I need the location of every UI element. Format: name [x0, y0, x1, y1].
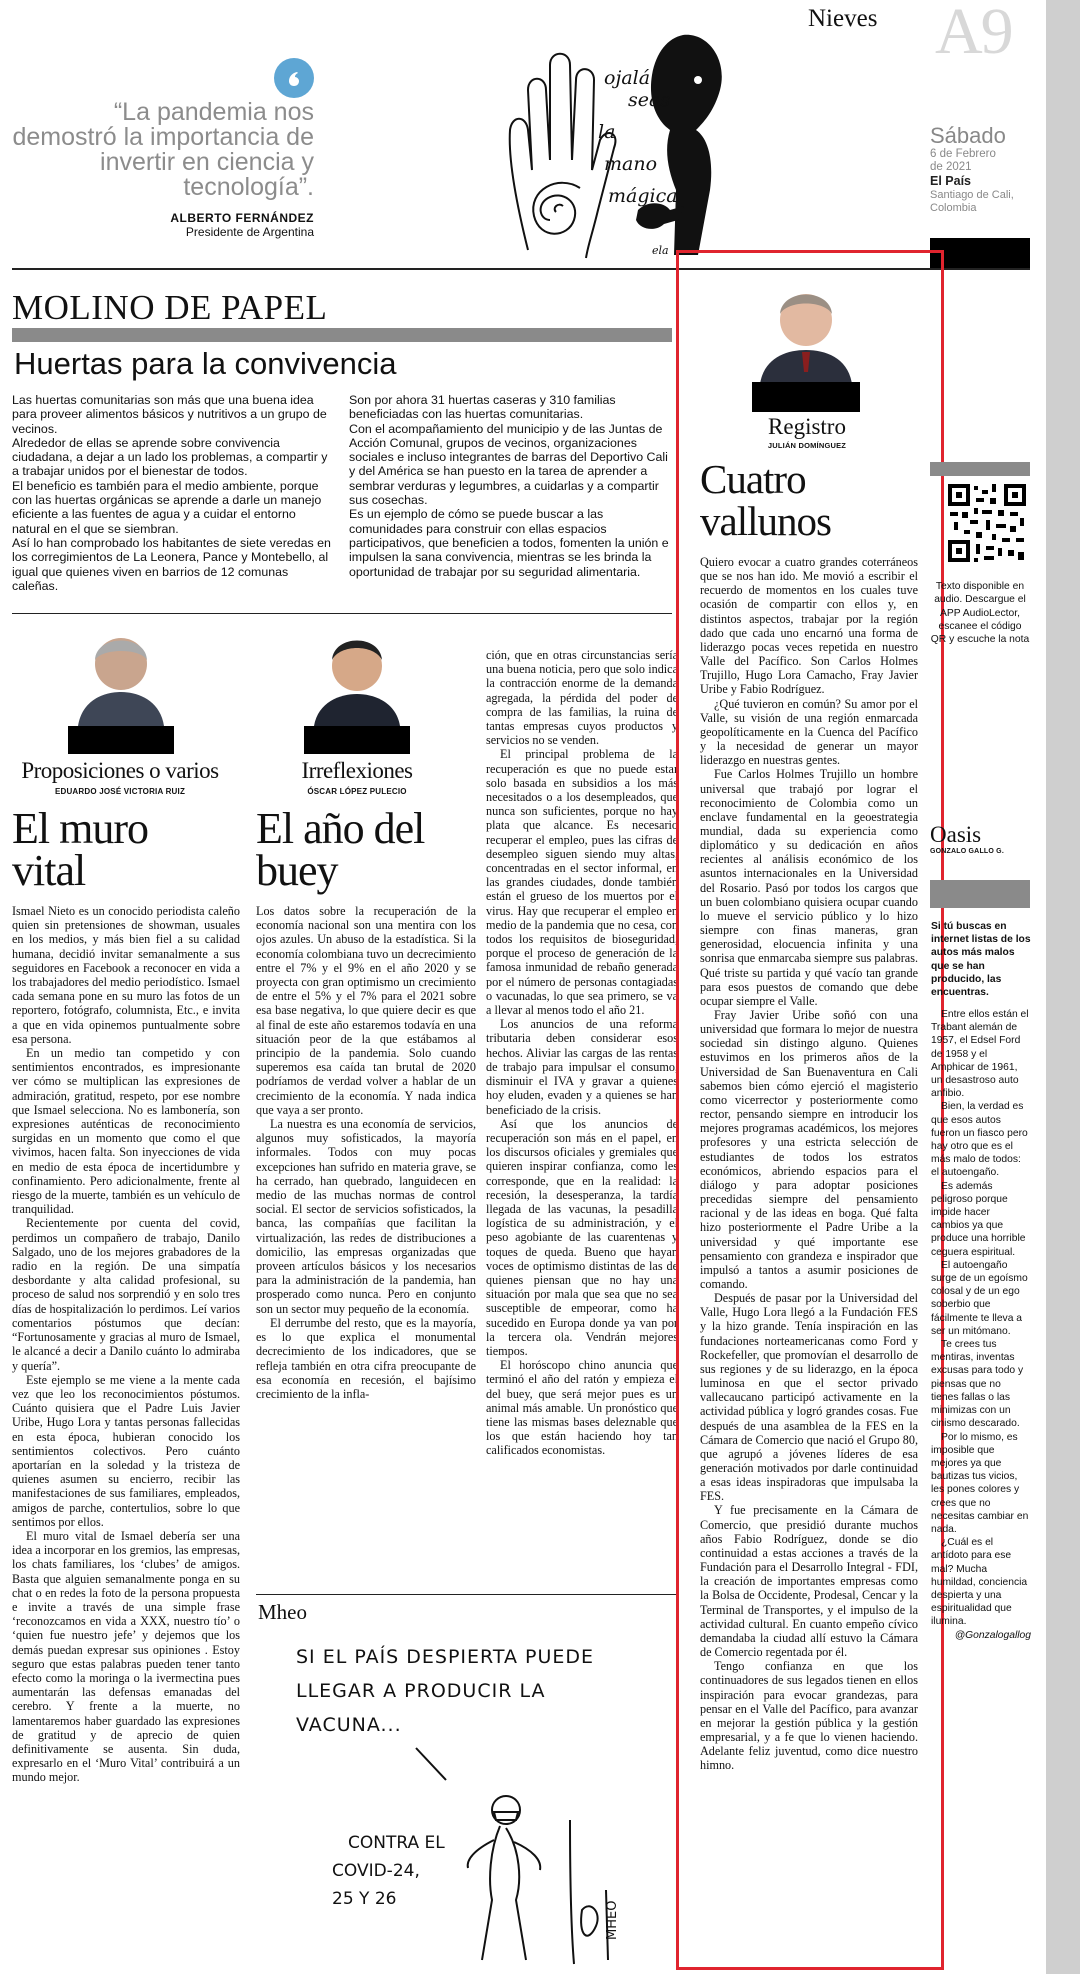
paragraph: Es además peligroso porque impide hacer cambios ya que produce una horrible ceguera espiritual. [931, 1180, 1026, 1258]
column-name-lopez: Irreflexiones [301, 758, 413, 783]
photo-band [68, 726, 174, 754]
molino-section-title: MOLINO DE PAPEL [12, 288, 328, 327]
column-title-dominguez [700, 458, 831, 542]
paragraph: Te crees tus mentiras, inventas excusas para todo y piensas que no tienes fallas o las minimizas con un cinismo descarado. [931, 1339, 1024, 1430]
quote-text: “La pandemia nos demostró la importancia de invertir en ciencia y tecnología”. [12, 98, 314, 201]
cartoon-signature: MHEO [605, 1900, 620, 1940]
page-number: A9 [935, 0, 1012, 68]
column-author-lopez: ÓSCAR LÓPEZ PULECIO [307, 787, 407, 796]
paragraph: El principal problema de la recuperación es que no puede estar solo basada en subsidios a los más necesitados o a los desempleados, que nunca son suficientes, porque no hay plata que alcance. Es necesario recuperar el empleo, pues las cifras de desempleo siguen siendo muy altas, concentradas en el sector informal, en las grandes ciudades, donde también están el grueso de los muertos por el virus. Hay que recuperar el empleo en medio de la pandemia que no cesa, con todos los requisitos de bioseguridad, porque el proceso de generación de la famosa inmunidad de rebaño generada por el número de personas contagiadas o vacunadas, lo que sea primero, se va a llevar al menos todo el año 21. [486, 747, 678, 1018]
photo-band [752, 382, 860, 412]
hand-line-5: mágica [608, 185, 678, 207]
article-lopez-part-a [256, 904, 476, 1401]
date-block [930, 124, 1040, 215]
paragraph: El horóscopo chino anuncia que terminó el año del ratón y empieza el del buey, que será mejor pues es un animal más amable. Un pronóstico que tiene las mismas bases deleznable que los que están haciendo hoy tan calificados economistas. [486, 1358, 678, 1458]
city-line-1: Santiago de Cali, [930, 189, 1014, 201]
newspaper-name: El País [930, 174, 971, 188]
article-dominguez [700, 555, 918, 1772]
cartoon-caption [296, 1640, 594, 1742]
title-line-1: El muro [12, 804, 148, 853]
paragraph: Así que los anuncios de recuperación son más en el papel, en los discursos oficiales y gremiales que quieren inspirar confianza, como les corresponde, que en la realidad: la recesión, la desesperanza, la tardía llegada de las vacunas, la pesadilla logística de su administración, y el peso agobiante de las cuarentenas y toques de queda. Bueno que hayan voces de optimismo distintas de las de quienes piensan que no hay una situación por mala que sea que no sea susceptible de empeorar, como ha sucedido en Europa donde ya van por la tercera ola. Vendrán mejores tiempos. [486, 1116, 678, 1358]
paragraph: Y fue precisamente en la Cámara de Comercio, que presidió durante muchos años Fabio Rodríguez, donde se dio continuidad a estas acciones a través de la Fundación para el Desarrollo Integral - FDI, la creación de importantes empresas como la Bolsa de Occidente, Prodesal, Cencar y la Terminal de Transportes, y el impulso de la actividad cultural. En cuanto empeño cívico demandaba la ciudad allí estuvo la Cámara de Comercio regentada por él. [700, 1503, 918, 1660]
paragraph: Entre ellos están el Trabant alemán de 1957, el Edsel Ford de 1958 y el Amphicar de 1961, un desastroso auto anfibio. [931, 1009, 1029, 1100]
paragraph: ¿Cuál es el antídoto para ese mal? Mucha humildad, conciencia despierta y una espiritualidad que ilumina. [931, 1537, 1028, 1628]
paragraph: El autoengaño surge de un egoísmo colosal y de un ego soberbio que fácilmente te lleva a ser un mitómano. [931, 1259, 1028, 1337]
hand-line-3: la [598, 121, 616, 143]
caption-line-1: SI EL PAÍS DESPIERTA PUEDE [296, 1646, 595, 1668]
sign-line-1: CONTRA EL [348, 1833, 445, 1853]
hand-line-2: seas [628, 89, 671, 111]
molino-bottom-rule [12, 613, 672, 614]
cartoon-label: Mheo [258, 1600, 307, 1624]
paragraph: El muro vital de Ismael debería ser una idea a incorporar en los gremios, las empresas, los chats familiares, los ‘clubes’ de amigos. Basta que alguien semanalmente ponga en su chat o en redes la foto de la persona propuesta e invite a través de una simple frase ‘reconozcamos en vida a XXX, nuestro tío’ o ‘quien fue nuestro jefe’ y dejemos que los demás puedan expresar sus opiniones . Estoy seguro que estas palabras pueden tener tanto efecto como la moringa o la ivermectina pues aumentarán las defensas emanadas del cerebro. Y frente a la muerte, no lamentaremos haber guardado las expresiones de gratitud y de aprecio de quien definitivamente se ausenta. Sin duda, expresarlo en el ‘Muro Vital’ contribuirá a un mundo mejor. [12, 1528, 240, 1785]
paragraph: Los anuncios de una reforma tributaria deben considerar esos hechos. Aliviar las cargas de las rentas de trabajo para impulsar el consumo, disminuir el IVA y gravar a quienes hoy eluden, evaden y a quienes se han beneficiado de la crisis. [486, 1017, 678, 1117]
audio-text: Texto disponible en audio. Descargue el APP AudioLector, escanee el código QR y escuche la nota [930, 581, 1030, 646]
paragraph: En un medio tan competido y con sentimientos encontrados, es impresionante ver cómo se multiplican las expresiones de admiración, gratitud, respeto, por ese nombre que Ismael selecciona. No es lambonería, son expresiones auténticas de reconocimiento surgidas en un momento que como el que vivimos, hacen falta. Son inyecciones de vida en medio de esta época de incertidumbre y confinamiento. Pero adicionalmente, frente al riesgo de la muerte, también es un vehículo de tranquilidad. [12, 1046, 240, 1217]
hand-line-1: ojalá [604, 67, 651, 89]
article-lopez-part-b [486, 648, 678, 1458]
city-line-2: Colombia [930, 202, 977, 214]
paragraph: Quiero evocar a cuatro grandes coterráneos que se nos han ido. Me movió a escribir el recuerdo de momentos en los cuales tuve ocasión de compartir con ellos y, en distintos aspectos, trabajar por la región dado que cada uno encarnó una forma de liderazgo pocas veces repetida en nuestro Valle del Pacífico. Son Carlos Holmes Trujillo, Hugo Lora Camacho, Fray Javier Uribe y Fabio Rodríguez. [700, 555, 918, 697]
quote-role: Presidente de Argentina [185, 225, 314, 239]
paragraph: Por lo mismo, es imposible que mejores ya que bautizas tus vicios, les pones colores y crees que no necesitas cambiar en nada. [931, 1431, 1029, 1535]
paragraph: ¿Qué tuvieron en común? Su amor por el Valle, su visión de una región enmarcada geopolíticamente en la Cuenca del Pacífico y la necesidad de generar un mayor liderazgo en nuestras gentes. [700, 696, 918, 768]
paragraph: Los datos sobre la recuperación de la economía nacional son una mentira con los ojos azules. Un abuso de la estadística. Si la economía colombiana tuvo un decrecimiento entre el 7% y el 9% en el año 2020 y se proyecta con gran optimismo un crecimiento de entre el 5% y el 7% para el 2021 sobre esa base negativa, lo que quiere decir es que al final de este año estaremos todavía en una situación peor de la que estábamos al principio de la pandemia. Solo cuando superemos esa caída tan brutal de 2020 podríamos de verdad volver a hablar de un crecimiento de la economía. Y nada indica que vaya a ser pronto. [256, 904, 476, 1117]
day-label: Sábado [930, 123, 1006, 148]
oasis-gray-band [930, 880, 1030, 908]
scrollbar-track[interactable] [1046, 0, 1080, 1974]
column-title-victoria [12, 804, 148, 895]
qr-code-icon[interactable] [946, 482, 1028, 564]
column-name-gallo: Oasis [930, 822, 982, 847]
molino-col2: Son por ahora 31 huertas caseras y 310 familias beneficiadas con las huertas comunitarias. Con el acompañamiento del municipio y de las Juntas de Acción Comunal, grupos de vecinos, organizaciones sociales e incluso integrantes de barras del Deportivo Cali y del América se han puesto en la tarea de aprender a sembrar verduras y legumbres, a cuidarlas y a compartir sus cosechas. Es un ejemplo de cómo se puede buscar a las comunidades para construir con ellas espacios participativos, que beneficien a todos, fomenten la unión e impulsen la sana convivencia, mientras se les brinda la oportunidad de trabajar por su seguridad alimentaria. [349, 393, 669, 579]
paragraph: El derrumbe del resto, que es la mayoría, es lo que explica el monumental decrecimiento de los indicadores, que se refleja también en otra cifra preocupante de esa economía en recesión, el bajísimo crecimiento de la infla- [256, 1315, 476, 1401]
title-line-1: Cuatro [700, 456, 806, 502]
paragraph: Ismael Nieto es un conocido periodista caleño quien sin pretensiones de showman, usuales en los medios, y más bien fiel a su calidad humana, decidió invitar semanalmente a sus seguidores en Facebook a reconocer en vida a los trabajadores del medio periodístico. Ismael cada semana pone en su muro las fotos de un reportero, fotógrafo, columnista, Etc., e invita a que en vida opinemos puntualmente sobre esa persona. [12, 904, 240, 1046]
oasis-lead: Si tú buscas en internet listas de los autos más malos que se han producido, las encuentras. [931, 921, 1031, 999]
quote-author: ALBERTO FERNÁNDEZ [170, 211, 314, 225]
photo-band [304, 726, 410, 754]
hand-text [598, 62, 678, 212]
oasis-body [931, 1008, 1031, 1642]
column-author-victoria: EDUARDO JOSÉ VICTORIA RUIZ [54, 787, 186, 796]
black-bar-top [930, 238, 1030, 268]
column-name-dominguez: Registro [768, 414, 846, 439]
author-photo-lopez [304, 620, 410, 754]
paragraph: Este ejemplo se me viene a la mente cada vez que leo los reconocimientos póstumos. Cuánto quisiera que el Padre Luis Javier Uribe, Hugo Lora y tantas personas fallecidas en esta época, hubieran conocido los sentimientos colectivos. Pero cuánto aportarían en la soledad y la tristeza de quienes asumen su encierro, recibir las manifestaciones de sus familiares, empleados, amigos de parche, contertulios, sobre lo que sentimos por ellos. [12, 1372, 240, 1529]
paragraph: Fray Javier Uribe soñó con una universidad que formara lo mejor de nuestra sociedad sin distingo alguno. Quienes estuvimos en los primeros años de la Universidad de San Buenaventura en Cali sabemos bien cómo ejerció el magisterio como vicerrector y posteriormente como rector, pensando siempre en introducir los mejores programas académicos, los mejores profesores y una estricta selección de estudiantes de todos los estratos económicos, abriendo espacios para el diálogo y para adoptar posiciones precedidas siempre del pensamiento racional y de las ideas en boga. Qué falta hizo posteriormente el Padre Uribe a la universidad y qué importante ese pensamiento con grandeza e inspirador que impulsó a tantos a asumir posiciones de comando. [700, 1008, 918, 1291]
cartoon-top-rule [256, 1594, 676, 1595]
paragraph: Después de pasar por la Universidad del Valle, Hugo Lora llegó a la Fundación FES y la hizo grande. Tenía inspiración en las fundaciones norteamericanas como Ford y Rockefeller, que promovían el desarrollo de sus regiones y de su liderazgo, en la época luminosa en que el sector privado vallecaucano participó activamente en la actividad pública y logró grandes cosas. Fue después de una asamblea de la FES en la Cámara de Comercio que nació el Grupo 80, que agrupó a jóvenes líderes de esa generación motivados por darle continuidad a esas ideas inspiradoras que impulsaba la FES. [700, 1291, 918, 1504]
paragraph: ción, que en otras circunstancias sería una buena noticia, pero que solo indica la contracción enorme de la demanda agregada, la pérdida del poder de compra de las familias, la ruina de tantas empresas cuyos productos y servicios no se venden. [486, 648, 678, 748]
sign-line-3: 25 Y 26 [332, 1889, 397, 1909]
date-line-1: 6 de Febrero [930, 148, 996, 160]
paragraph: Bien, la verdad es que esos autos fueron un fiasco pero hay otro que es el más malo de todos: el autoengaño. [931, 1101, 1028, 1179]
molino-headline: Huertas para la convivencia [14, 346, 397, 381]
article-victoria [12, 904, 240, 1785]
date-line-2: de 2021 [930, 161, 972, 173]
sign-line-2: COVID-24, [332, 1861, 420, 1881]
molino-col1: Las huertas comunitarias son más que una buena idea para proveer alimentos básicos y nutritivos a un grupo de vecinos. Alrededor de ellas se aprende sobre convivencia ciudadana, a dejar a un lado los problemas, a compartir y a trabajar unidos por el bienestar de todos. El beneficio es también para el medio ambiente, porque con las huertas orgánicas se aprende a darle un manejo eficiente a las fuentes de agua y a cuidar el entorno natural en el que se siembran. Así lo han comprobado los habitantes de siete veredas en los corregimientos de La Leonera, Pance y Montebello, al igual que quienes viven en barrios de 12 comunas caleñas. [12, 393, 331, 593]
author-photo-dominguez [752, 272, 860, 412]
drawing-signature: ela [652, 244, 669, 257]
caption-line-2: LLEGAR A PRODUCIR LA [296, 1680, 546, 1702]
title-line-2: buey [256, 846, 338, 895]
cartoon-drawing [270, 1740, 670, 1968]
paragraph: La nuestra es una economía de servicios, algunos muy sofisticados, la mayoría informales. Todos con muy pocas excepciones han sufrido en materia grave, se ha cerrado, han quebrado, languidecen en medio de las muchas normas de control social. El sector de servicios sofisticados, la banca, las compañías que facilitan la virtualización, las redes de distribuciones a domicilio, las empresas organizadas que proveen artículos básicos y los necesarios para la administración de la pandemia, han prosperado como nunca. Pero en conjunto son un sector muy pequeño de la economía. [256, 1117, 476, 1316]
column-name-victoria: Proposiciones o varios [21, 758, 219, 783]
column-title-lopez [256, 804, 425, 895]
column-author-dominguez: JULIÁN DOMÍNGUEZ [767, 441, 847, 450]
title-line-1: El año del [256, 804, 425, 853]
author-photo-victoria [68, 620, 174, 754]
paragraph: Tengo confianza en que los continuadores de sus legados tienen en ellos inspiración para evocar grandezas, para pensar en el Valle del Pacífico, para avanzar en mejorar la gestión pública y la gestión empresarial, y a fe que lo vienen haciendo. Adelante feliz juventud, como dice nuestro himno. [700, 1659, 918, 1773]
audio-gray-band [930, 462, 1030, 476]
paragraph: Fue Carlos Holmes Trujillo un hombre universal que trabajó por lograr el reconocimiento de Colombia como un enclave fundamental en la geoestrategia mundial, dada su experiencia como diplomático y su dedicación en años recientes al análisis económico de los asuntos internacionales en la Universidad del Rosario. Pasó por todos los cargos que un buen colombiano quisiera ocupar cuando lo mueve el servicio público y lo hizo siempre con finas maneras, gran generosidad, elocuencia infinita y una sonrisa que enmarcaba siempre sus palabras. Qué triste su partida y qué vacío tan grande para esos puestos de comando que debe ocupar siempre el Valle. [700, 767, 918, 1008]
twitter-handle[interactable]: @Gonzalogallog [954, 1629, 1031, 1641]
caption-line-3: VACUNA... [296, 1714, 402, 1736]
quote-icon [274, 58, 314, 98]
paragraph: Recientemente por cuenta del covid, perdimos un compañero de trabajo, Danilo Salgado, uno de los mejores grabadores de la radio en la región. De una simpatía desbordante y alta calidad profesional, su proceso de salud nos sorprendió y en solo tres días de hospitalización lo perdimos. Leí varios comentarios póstumos que decían: “Fortunosamente y gracias al muro de Ismael, le alcancé a decir a Danilo cuánto lo admiraba y quería”. [12, 1216, 240, 1373]
title-line-2: vallunos [700, 498, 831, 544]
column-author-gallo: GONZALO GALLO G. [930, 848, 1004, 855]
title-line-2: vital [12, 846, 86, 895]
molino-gray-band [12, 328, 672, 342]
section-name: Nieves [808, 5, 878, 32]
hand-line-4: mano [604, 153, 658, 175]
